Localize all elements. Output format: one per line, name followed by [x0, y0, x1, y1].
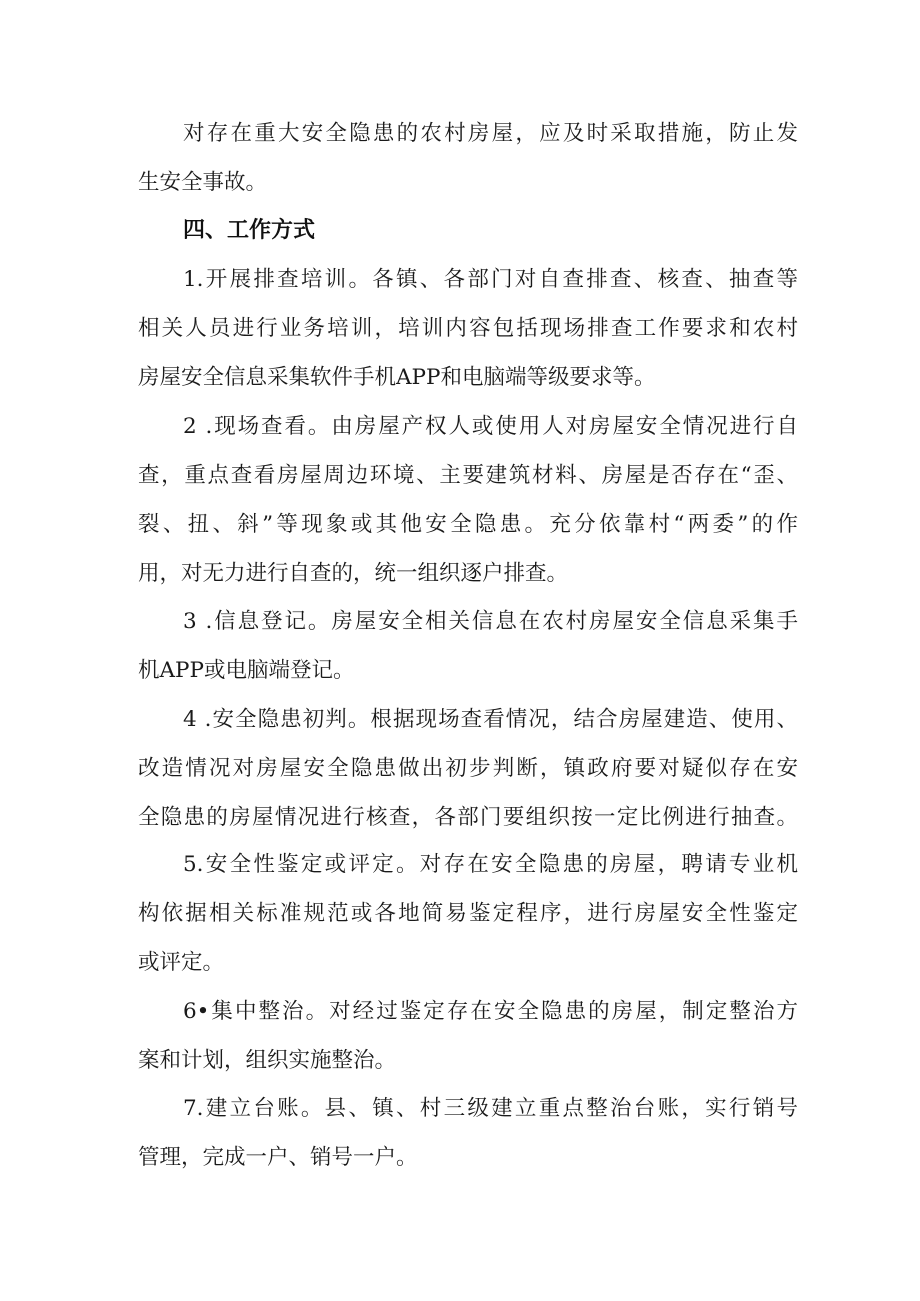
paragraph-line: 管理，完成一户、销号一户。: [138, 1145, 418, 1170]
paragraph-line: 案和计划，组织实施整治。: [138, 1048, 397, 1073]
paragraph-line: 5.安全性鉴定或评定。对存在安全隐患的房屋，聘请专业机: [183, 852, 798, 877]
paragraph-line: 改造情况对房屋安全隐患做出初步判断，镇政府要对疑似存在安: [138, 756, 798, 781]
paragraph-line: 全隐患的房屋情况进行核查，各部门要组织按一定比例进行抽查。: [138, 805, 798, 830]
paragraph-line: 相关人员进行业务培训，培训内容包括现场排查工作要求和农村: [138, 316, 798, 341]
paragraph-line: 4 .安全隐患初判。根据现场查看情况，结合房屋建造、使用、: [183, 707, 798, 732]
paragraph-line: 2 .现场查看。由房屋产权人或使用人对房屋安全情况进行自: [183, 414, 798, 439]
paragraph-line: 3 .信息登记。房屋安全相关信息在农村房屋安全信息采集手: [183, 609, 798, 634]
paragraph-line: 1.开展排查培训。各镇、各部门对自查排查、核查、抽查等: [183, 267, 798, 292]
paragraph-line: 7.建立台账。县、镇、村三级建立重点整治台账，实行销号: [183, 1096, 798, 1121]
paragraph-line: 对存在重大安全隐患的农村房屋，应及时采取措施，防止发: [183, 121, 798, 146]
section-heading: 四、工作方式: [183, 218, 316, 243]
paragraph-line: 生安全事故。: [138, 170, 268, 195]
paragraph-line: 6•集中整治。对经过鉴定存在安全隐患的房屋，制定整治方: [183, 999, 798, 1024]
paragraph-line: 或评定。: [138, 950, 225, 975]
paragraph-line: 用，对无力进行自查的，统一组织逐户排查。: [138, 561, 569, 586]
paragraph-line: 构依据相关标准规范或各地简易鉴定程序，进行房屋安全性鉴定: [138, 901, 798, 926]
paragraph-line: 裂、扭、斜”等现象或其他安全隐患。充分依靠村“两委”的作: [138, 512, 798, 537]
paragraph-line: 查，重点查看房屋周边环境、主要建筑材料、房屋是否存在“歪、: [138, 463, 798, 488]
paragraph-line: 机APP或电脑端登记。: [138, 658, 355, 683]
paragraph-line: 房屋安全信息采集软件手机APP和电脑端等级要求等。: [138, 365, 656, 390]
